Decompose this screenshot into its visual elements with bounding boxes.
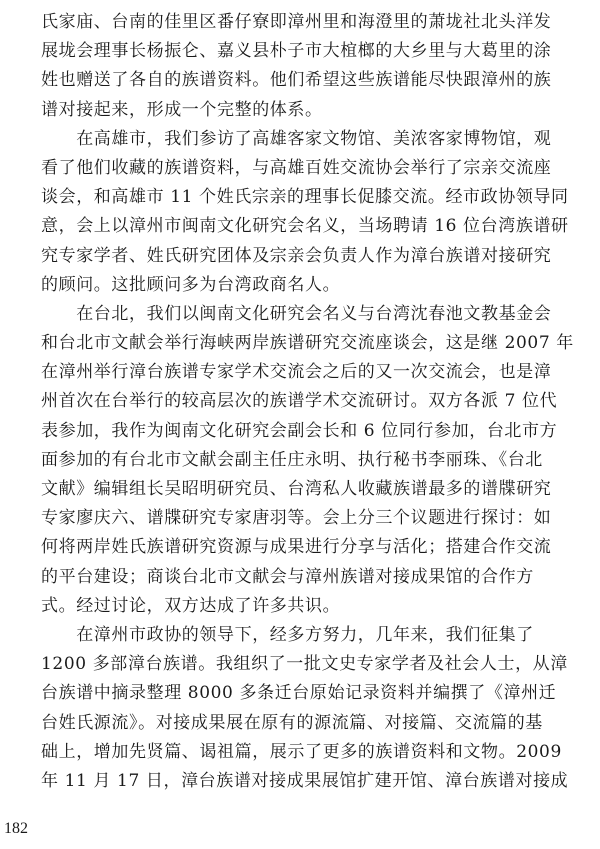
text-line: 台族谱中摘录整理 8000 多条迁台原始记录资料并编撰了《漳州迁 [41,683,557,704]
text-line: 台姓氏源流》。对接成果展在原有的源流篇、对接篇、交流篇的基 [41,712,543,733]
text-line: 究专家学者、姓氏研究团体及宗亲会负责人作为漳台族谱对接研究 [41,245,552,266]
text-line: 看了他们收藏的族谱资料，与高雄百姓交流协会举行了宗亲交流座 [41,157,552,178]
text-line: 谱对接起来，形成一个完整的体系。 [41,99,323,120]
text-line: 氏家庙、台南的佳里区番仔寮即漳州里和海澄里的萧垅社北头洋发 [41,12,552,32]
text-line: 专家廖庆六、谱牒研究专家唐羽等。会上分三个议题进行探讨：如 [41,508,552,529]
text-line: 州首次在台举行的较高层次的族谱学术交流研讨。双方各派 7 位代 [41,391,558,412]
text-line: 表参加，我作为闽南文化研究会副会长和 6 位同行参加，台北市方 [41,420,558,441]
text-line: 在高雄市，我们参访了高雄客家文物馆、美浓客家博物馆，观 [41,128,552,149]
text-line: 在漳州举行漳台族谱专家学术交流会之后的又一次交流会，也是漳 [41,362,552,383]
text-line: 和台北市文献会举行海峡两岸族谱研究交流座谈会，这是继 2007 年 [41,333,574,354]
body-text [41,8,574,796]
text-line: 的平台建设；商谈台北市文献会与漳州族谱对接成果馆的合作方 [41,566,534,587]
text-line: 谈会，和高雄市 11 个姓氏宗亲的理事长促膝交流。经市政协领导同 [41,187,569,208]
text-line: 式。经过讨论，双方达成了许多共识。 [41,595,341,616]
text-line: 何将两岸姓氏族谱研究资源与成果进行分享与活化；搭建合作交流 [41,537,552,558]
text-line: 意，会上以漳州市闽南文化研究会名义，当场聘请 16 位台湾族谱研 [41,216,569,237]
text-line: 在漳州市政协的领导下，经多方努力，几年来，我们征集了 [41,624,534,645]
text-line: 展垅会理事长杨振仑、嘉义县朴子市大椬榔的大乡里与大葛里的涂 [41,41,552,62]
page-number: 182 [4,820,28,837]
text-line: 面参加的有台北市文献会副主任庄永明、执行秘书李丽珠、《台北 [41,449,543,470]
text-line: 的顾问。这批顾问多为台湾政商名人。 [41,274,341,295]
text-line: 1200 多部漳台族谱。我组织了一批文史专家学者及社会人士，从漳 [41,654,568,675]
text-line: 在台北，我们以闽南文化研究会名义与台湾沈春池文教基金会 [41,303,552,324]
text-line: 础上，增加先贤篇、谒祖篇，展示了更多的族谱资料和文物。2009 [41,741,562,762]
text-line: 姓也赠送了各自的族谱资料。他们希望这些族谱能尽快跟漳州的族 [41,70,552,91]
text-line: 年 11 月 17 日，漳台族谱对接成果展馆扩建开馆、漳台族谱对接成 [41,770,569,791]
text-line: 文献》编辑组长吴昭明研究员、台湾私人收藏族谱最多的谱牒研究 [41,479,552,499]
